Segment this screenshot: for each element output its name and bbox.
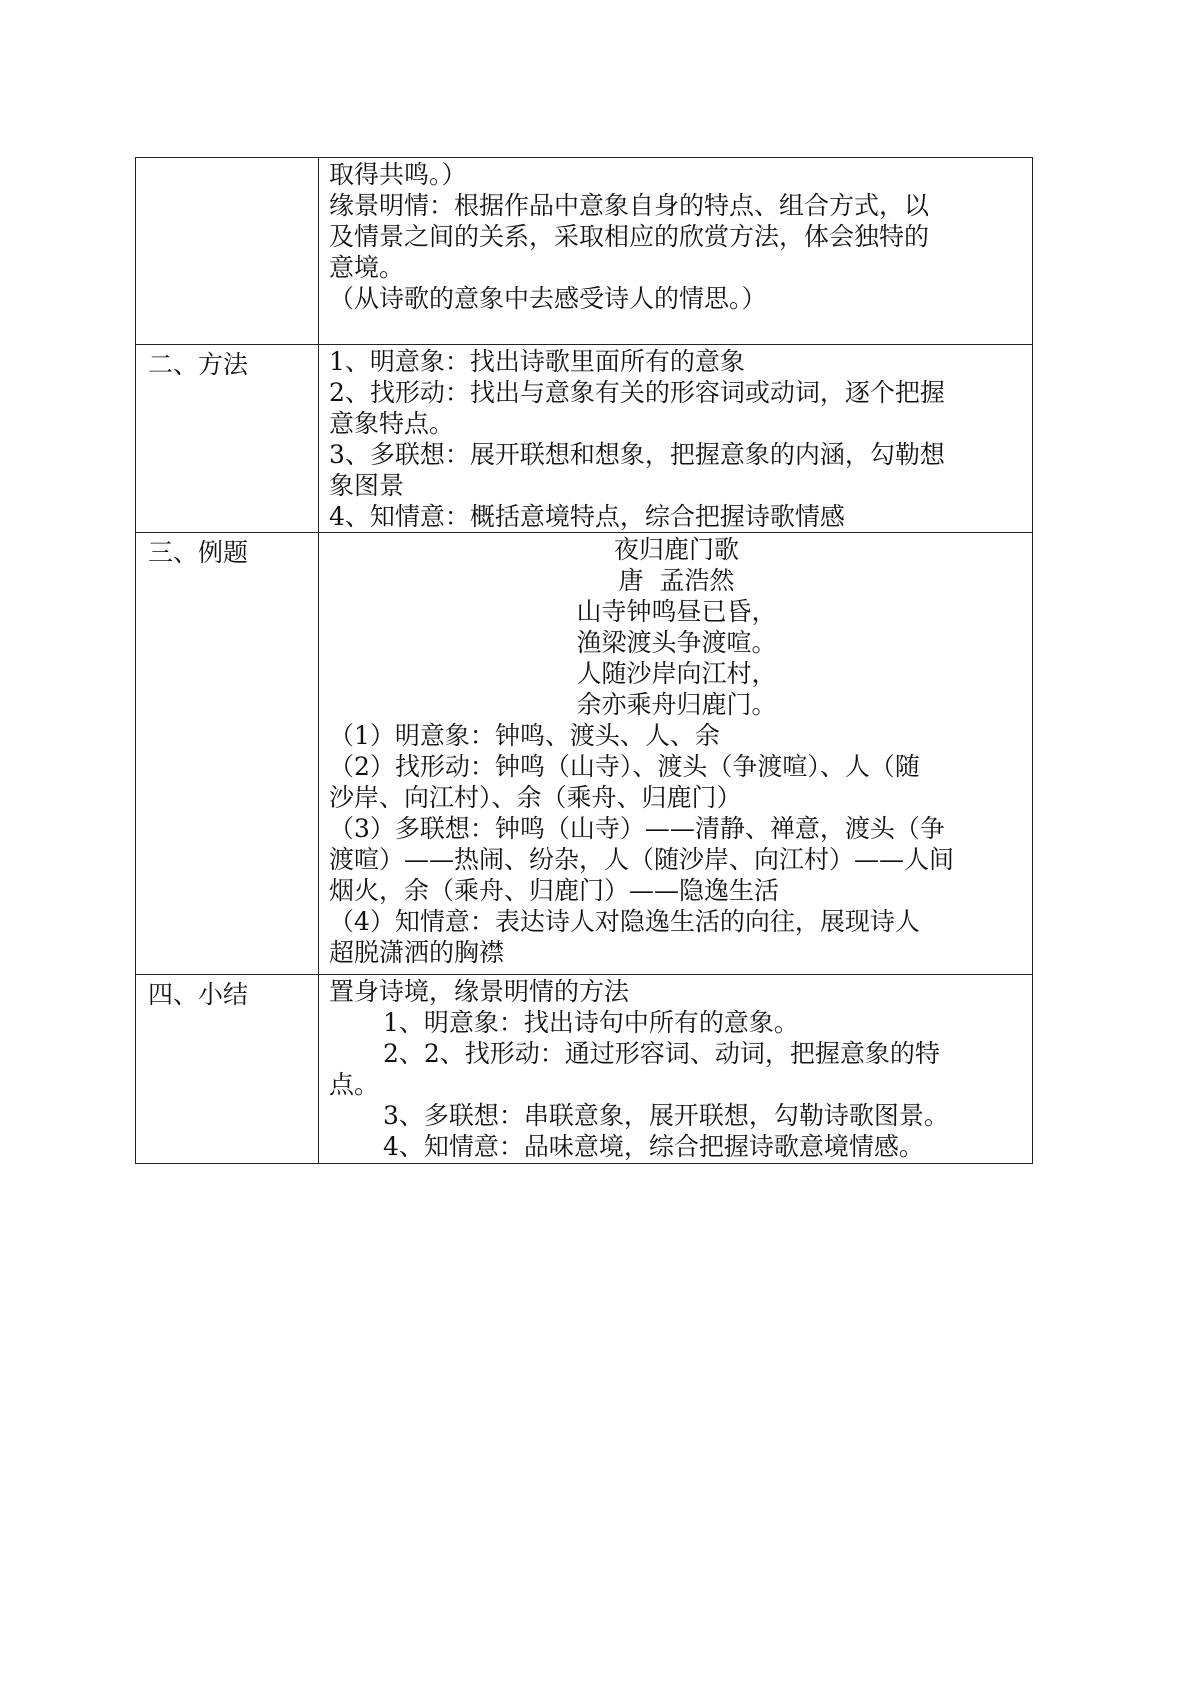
poem-title: 夜归鹿门歌 bbox=[613, 535, 739, 564]
summary-line: 3、多联想：串联意象，展开联想，勾勒诗歌图景。 bbox=[383, 1101, 949, 1130]
intro-line: （从诗歌的意象中去感受诗人的情思。） bbox=[329, 284, 767, 313]
row-label-summary: 四、小结 bbox=[148, 980, 249, 1009]
method-line: 3、多联想：展开联想和想象，把握意象的内涵，勾勒想 bbox=[329, 440, 945, 469]
poem-line: 人随沙岸向江村， bbox=[576, 659, 777, 688]
table-row-example bbox=[136, 533, 1033, 975]
intro-line: 缘景明情：根据作品中意象自身的特点、组合方式，以 bbox=[329, 191, 930, 220]
analysis-line: 沙岸、向江村）、余（乘舟、归鹿门） bbox=[329, 783, 742, 812]
analysis-line: 烟火，余（乘舟、归鹿门）——隐逸生活 bbox=[329, 876, 780, 905]
method-line: 意象特点。 bbox=[329, 409, 455, 438]
intro-line: 及情景之间的关系，采取相应的欣赏方法，体会独特的 bbox=[329, 222, 930, 251]
analysis-line: （1）明意象：钟鸣、渡头、人、余 bbox=[329, 721, 720, 750]
body-cell-intro bbox=[319, 158, 1033, 345]
table-row-summary bbox=[136, 975, 1033, 1164]
poem-line: 余亦乘舟归鹿门。 bbox=[576, 690, 777, 719]
analysis-line: 渡喧）——热闹、纷杂，人（随沙岸、向江村）——人间 bbox=[329, 845, 955, 874]
intro-line: 取得共鸣。） bbox=[329, 160, 467, 189]
body-cell-method bbox=[319, 345, 1033, 533]
label-cell-intro bbox=[136, 158, 319, 345]
summary-line: 点。 bbox=[329, 1070, 380, 1099]
body-cell-example bbox=[319, 533, 1033, 975]
poem-line: 渔梁渡头争渡喧。 bbox=[576, 628, 777, 657]
label-cell-summary bbox=[136, 975, 319, 1164]
summary-line: 4、知情意：品味意境，综合把握诗歌意境情感。 bbox=[383, 1132, 924, 1161]
row-label-example: 三、例题 bbox=[148, 538, 249, 567]
method-line: 1、明意象：找出诗歌里面所有的意象 bbox=[329, 347, 745, 376]
lesson-plan-table bbox=[135, 157, 1033, 1164]
analysis-line: （2）找形动：钟鸣（山寺）、渡头（争渡喧）、人（随 bbox=[329, 752, 920, 781]
summary-heading: 置身诗境，缘景明情的方法 bbox=[329, 977, 630, 1006]
row-label-method: 二、方法 bbox=[148, 350, 249, 379]
intro-line: 意境。 bbox=[329, 253, 405, 282]
label-cell-example bbox=[136, 533, 319, 975]
label-cell-method bbox=[136, 345, 319, 533]
summary-line: 1、明意象：找出诗句中所有的意象。 bbox=[383, 1008, 799, 1037]
method-line: 4、知情意：概括意境特点，综合把握诗歌情感 bbox=[329, 502, 845, 531]
analysis-line: 超脱潇洒的胸襟 bbox=[329, 938, 505, 967]
poem-line: 山寺钟鸣昼已昏， bbox=[576, 597, 777, 626]
summary-line: 2、2、找形动：通过形容词、动词，把握意象的特 bbox=[383, 1039, 940, 1068]
method-line: 象图景 bbox=[329, 471, 405, 500]
table-row-method bbox=[136, 345, 1033, 533]
row-label-intro bbox=[136, 158, 318, 162]
body-cell-summary bbox=[319, 975, 1033, 1164]
analysis-line: （4）知情意：表达诗人对隐逸生活的向往，展现诗人 bbox=[329, 907, 920, 936]
analysis-line: （3）多联想：钟鸣（山寺）——清静、禅意，渡头（争 bbox=[329, 814, 945, 843]
poem-author: 唐 孟浩然 bbox=[618, 566, 735, 595]
method-line: 2、找形动：找出与意象有关的形容词或动词，逐个把握 bbox=[329, 378, 945, 407]
table-row-intro bbox=[136, 158, 1033, 345]
